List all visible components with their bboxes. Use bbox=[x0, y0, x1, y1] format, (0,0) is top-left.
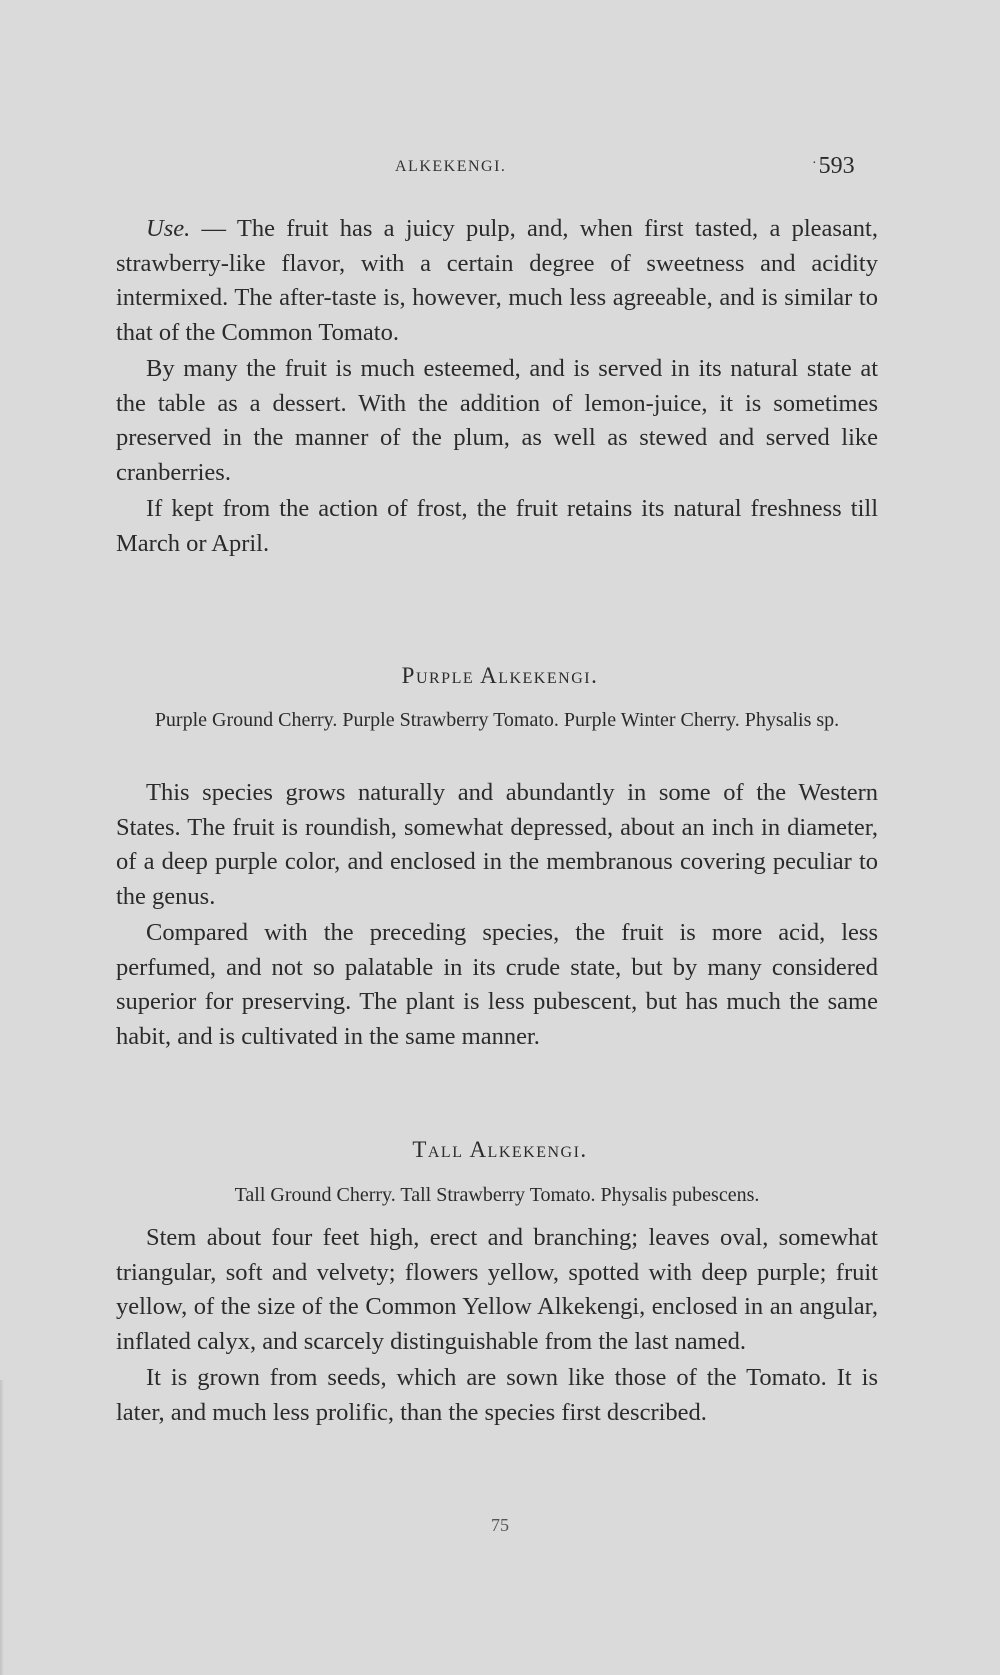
tall-section-body bbox=[116, 1221, 878, 1430]
running-title: ALKEKENGI. bbox=[395, 158, 507, 175]
page-number-value: 593 bbox=[818, 153, 855, 179]
running-head bbox=[0, 153, 1000, 183]
paragraph: By many the fruit is much esteemed, and is served in its natural state at the table as a dessert. With the addition of lemon-juice, it is sometimes preserved in the manner of the plum, as well as stewed and served like cranberries. bbox=[116, 355, 878, 486]
paragraph: Stem about four feet high, erect and branching; leaves oval, somewhat triangular, soft and velvety; flowers yellow, spotted with deep purple; fruit yellow, of the size of the Common Yellow Alkekengi, enclosed in an angular, inflated calyx, and scarcely distinguishable from the last named. bbox=[116, 1224, 878, 1355]
synonyms-tall-alkekengi: Tall Ground Cherry. Tall Strawberry Tomato. Physalis pubescens. bbox=[234, 1184, 760, 1206]
paragraph: This species grows naturally and abundantly in some of the Western States. The fruit is roundish, somewhat depressed, about an inch in diameter, of a deep purple color, and enclosed in the membranous covering peculiar to the genus. bbox=[116, 779, 878, 910]
paragraph: Compared with the preceding species, the fruit is more acid, less perfumed, and not so palatable in its crude state, but by many considered superior for preserving. The plant is less pubescent, but has much the same habit, and is cultivated in the same manner. bbox=[116, 919, 878, 1050]
page-number bbox=[812, 153, 855, 180]
paragraph: It is grown from seeds, which are sown like those of the Tomato. It is later, and much less prolific, than the species first described. bbox=[116, 1364, 878, 1426]
section-title-tall-alkekengi: Tall Alkekengi. bbox=[412, 1137, 588, 1162]
synonyms-purple-alkekengi: Purple Ground Cherry. Purple Strawberry Tomato. Purple Winter Cherry. Physalis sp. bbox=[154, 709, 840, 731]
paragraph: If kept from the action of frost, the fruit retains its natural freshness till March or April. bbox=[116, 495, 878, 557]
purple-section-body bbox=[116, 776, 878, 1054]
use-dash: — bbox=[190, 215, 237, 242]
use-section bbox=[116, 212, 878, 561]
use-label: Use. bbox=[146, 215, 191, 242]
use-paragraph-text: The fruit has a juicy pulp, and, when first tasted, a pleasant, strawberry-like flavor, with a certain degree of sweetness and acidity intermixed. The after-taste is, however, much less agreeable, and is similar to that of the Common Tomato. bbox=[116, 215, 878, 346]
signature-mark: 75 bbox=[491, 1515, 509, 1535]
use-paragraph bbox=[116, 212, 878, 350]
page-number-mark: · bbox=[812, 156, 817, 171]
section-title-purple-alkekengi: Purple Alkekengi. bbox=[401, 663, 599, 688]
